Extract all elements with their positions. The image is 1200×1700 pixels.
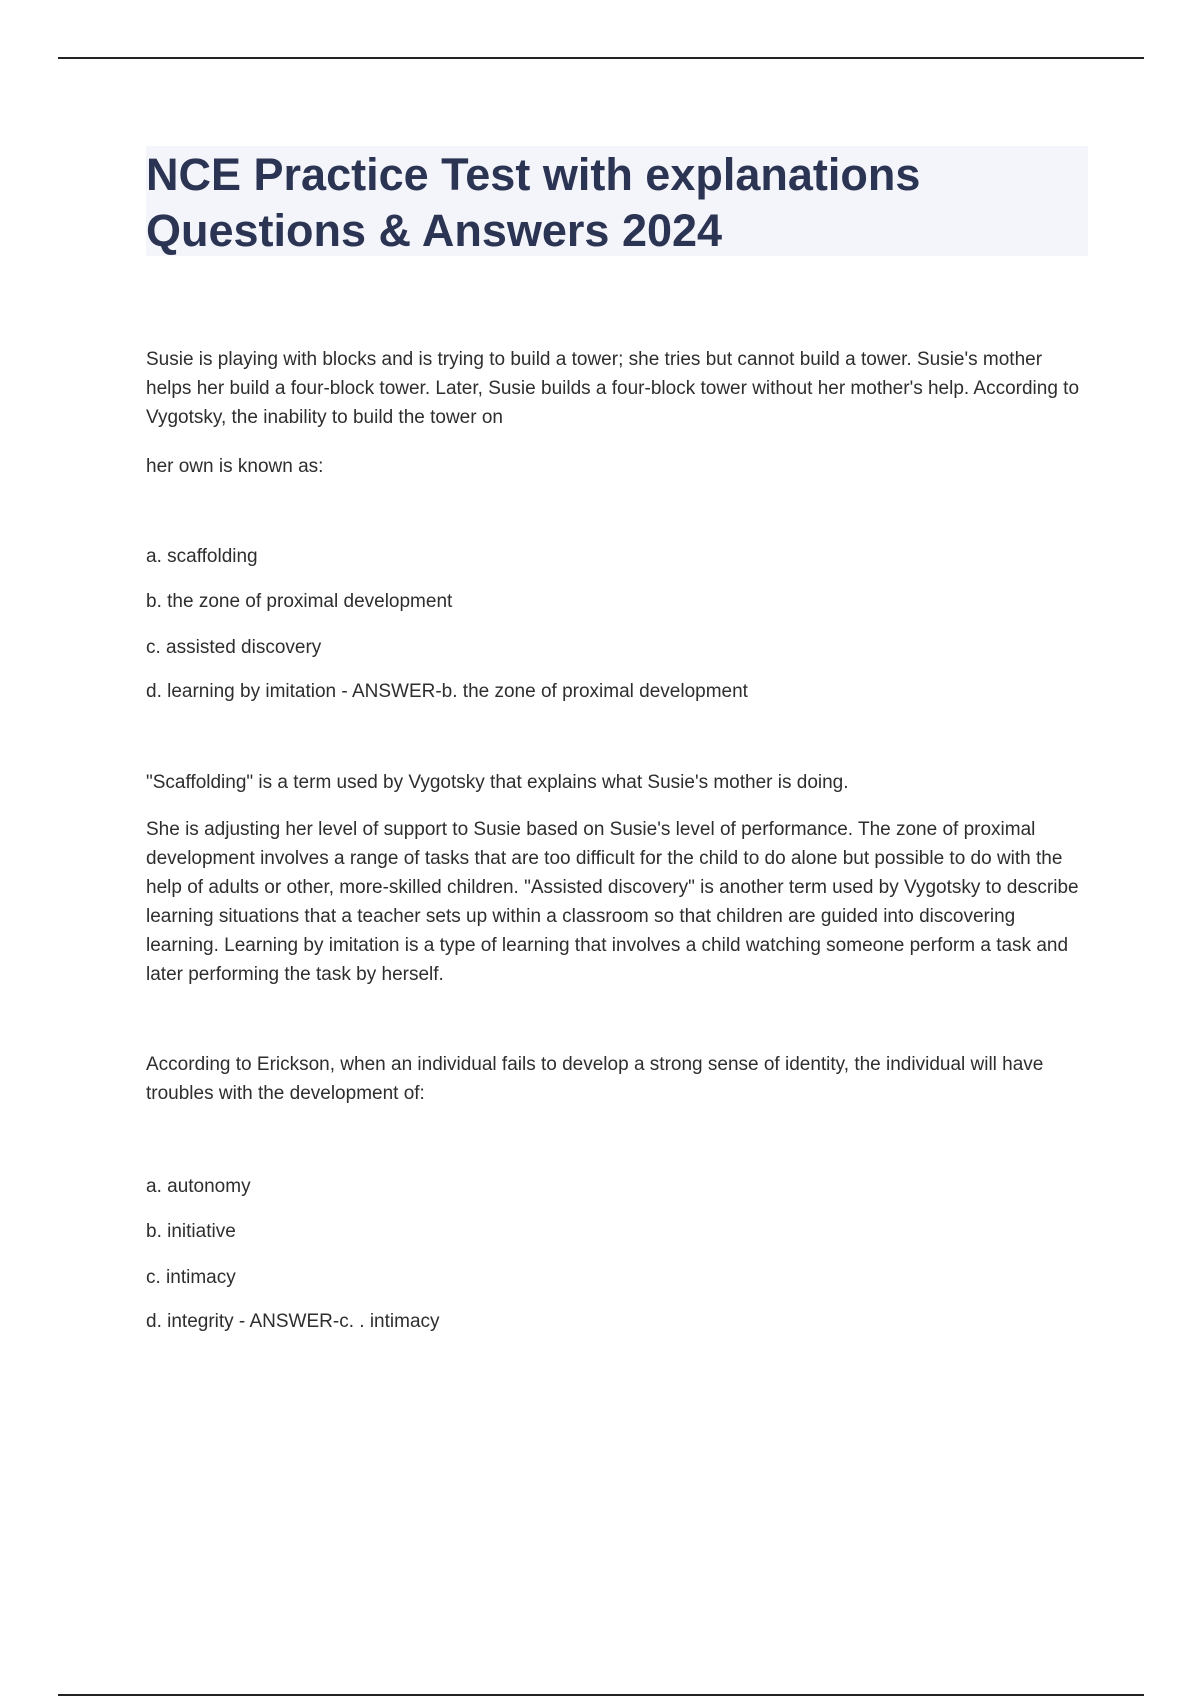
bottom-rule (58, 1694, 1144, 1696)
question-2-option-c (146, 1263, 1088, 1292)
question-1-option-b (146, 587, 1088, 616)
question-1-text: Susie is playing with blocks and is trying to build a tower; she tries but cannot build a tower. Susie's mother helps her build a four-block tower. Later, Susie builds a four-block tower without her mother's help. According to Vygotsky, the inability to build the tower on (146, 349, 1080, 428)
top-rule (58, 57, 1144, 59)
question-2-option-d (146, 1307, 1088, 1336)
question-1-stem-continued (146, 452, 1088, 481)
page-title (146, 147, 1088, 259)
option-text: b. the zone of proximal development (146, 591, 453, 612)
option-text: c. assisted discovery (146, 637, 322, 658)
option-text-with-answer: d. integrity - ANSWER-c. . intimacy (146, 1311, 440, 1332)
option-text: c. intimacy (146, 1267, 236, 1288)
option-text: a. scaffolding (146, 546, 258, 567)
explanation-1-lead (146, 768, 1088, 797)
question-1-option-d (146, 677, 1088, 706)
question-1-option-c (146, 633, 1088, 662)
title-line-1: NCE Practice Test with explanations (146, 149, 921, 200)
question-2-option-b (146, 1217, 1088, 1246)
question-1-text-continued: her own is known as: (146, 456, 324, 477)
option-text-with-answer: d. learning by imitation - ANSWER-b. the zone of proximal development (146, 681, 748, 702)
explanation-body-text: She is adjusting her level of support to Susie based on Susie's level of performance. The zone of proximal development involves a range of tasks that are too difficult for the child to do alone but possible to do with the help of adults or other, more-skilled children. "Assisted discovery" is another term used by Vygotsky to describe learning situations that a teacher sets up within a classroom so that children are guided into discovering learning. Learning by imitation is a type of learning that involves a child watching someone perform a task and later performing the task by herself. (146, 819, 1079, 985)
question-2-option-a (146, 1172, 1088, 1201)
option-text: a. autonomy (146, 1176, 251, 1197)
question-1-stem (146, 345, 1088, 432)
title-banner (146, 146, 1088, 256)
explanation-1-body (146, 815, 1088, 989)
option-text: b. initiative (146, 1221, 236, 1242)
title-line-2: Questions & Answers 2024 (146, 205, 723, 256)
question-1-option-a (146, 542, 1088, 571)
question-2-text: According to Erickson, when an individual fails to develop a strong sense of identity, the individual will have troubles with the development of: (146, 1054, 1044, 1104)
explanation-lead-text: "Scaffolding" is a term used by Vygotsky that explains what Susie's mother is doing. (146, 772, 849, 793)
question-2-stem (146, 1050, 1088, 1108)
